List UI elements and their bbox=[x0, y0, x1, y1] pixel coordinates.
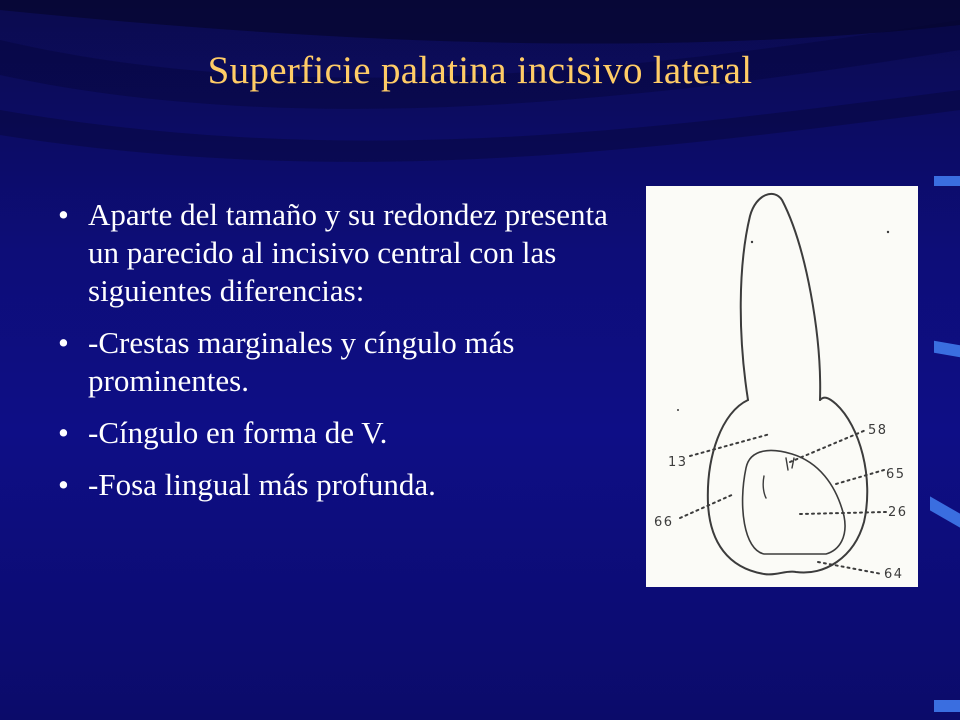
tooth-diagram-svg bbox=[646, 186, 918, 587]
leader-line-26 bbox=[800, 512, 886, 514]
bullet-text: -Crestas marginales y cíngulo más prominentes. bbox=[88, 325, 515, 398]
scan-speck bbox=[887, 231, 889, 233]
label-65: 65 bbox=[886, 467, 906, 482]
bullet-dot: • bbox=[58, 325, 69, 360]
accent-bar bbox=[934, 700, 960, 712]
bullet-dot: • bbox=[58, 415, 69, 450]
bullet-list bbox=[50, 196, 620, 518]
label-58: 58 bbox=[868, 423, 888, 438]
bullet-dot: • bbox=[58, 197, 69, 232]
label-26: 26 bbox=[888, 505, 908, 520]
leader-line-65 bbox=[836, 470, 884, 484]
lingual-fossa-line bbox=[763, 476, 766, 498]
lingual-fossa-line bbox=[792, 458, 794, 468]
cingulum-outline bbox=[743, 451, 845, 554]
tooth-root-outline bbox=[741, 194, 820, 400]
accent-bar bbox=[934, 176, 960, 186]
leader-line-58 bbox=[790, 430, 866, 462]
bullet-item bbox=[50, 414, 620, 452]
bullet-text: -Fosa lingual más profunda. bbox=[88, 467, 436, 502]
scan-speck bbox=[751, 241, 753, 243]
label-64: 64 bbox=[884, 567, 904, 582]
lingual-fossa-line bbox=[786, 458, 788, 470]
bullet-text: Aparte del tamaño y su redondez presenta un parecido al incisivo central con las siguientes diferencias: bbox=[88, 197, 608, 308]
slide-title: Superficie palatina incisivo lateral bbox=[207, 49, 753, 92]
bullet-item bbox=[50, 196, 620, 310]
bullet-dot: • bbox=[58, 467, 69, 502]
scan-speck bbox=[677, 409, 679, 411]
bullet-text: -Cíngulo en forma de V. bbox=[88, 415, 388, 450]
tooth-diagram bbox=[646, 186, 918, 587]
tooth-crown-outline bbox=[708, 398, 867, 575]
label-13: 13 bbox=[668, 455, 688, 470]
label-66: 66 bbox=[654, 515, 674, 530]
bullet-item bbox=[50, 466, 620, 504]
bullet-item bbox=[50, 324, 620, 400]
